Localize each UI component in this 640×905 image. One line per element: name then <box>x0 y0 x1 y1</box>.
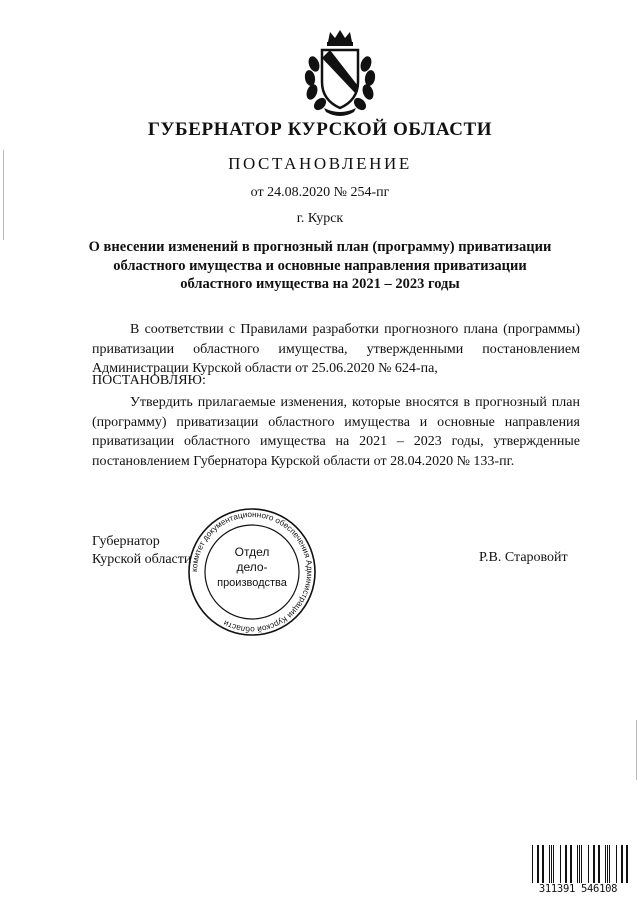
document-date-number: от 24.08.2020 № 254-пг <box>250 185 390 200</box>
barcode-bar <box>579 845 580 885</box>
barcode-bar <box>598 845 600 885</box>
barcode-bar <box>616 845 617 885</box>
barcode-bar <box>588 845 589 885</box>
subject-line: областного имущества на 2021 – 2023 годы <box>180 276 460 292</box>
stamp-center-line: производства <box>217 577 287 589</box>
barcode-bar <box>537 845 539 885</box>
office-stamp <box>186 506 318 638</box>
issuing-authority: ГУБЕРНАТОР КУРСКОЙ ОБЛАСТИ <box>147 119 493 140</box>
barcode-bar <box>542 845 544 885</box>
stamp-ring-text: комитет документационного обеспечения Администрации Курской области <box>189 509 315 635</box>
signatory-name: Р.В. Старовойт <box>479 550 568 565</box>
signatory-title: Губернатор <box>92 534 160 549</box>
scan-edge-mark <box>636 720 637 780</box>
barcode-bar <box>593 845 595 885</box>
barcode-bar <box>565 845 567 885</box>
document-subject <box>0 238 640 294</box>
subject-line: областного имущества и основные направления приватизации <box>113 257 527 274</box>
resolution-paragraph: Утвердить прилагаемые изменения, которые вносятся в прогнозный план (программу) приватизации областного имущества и основные направления приватизации областного имущества на 2021 – 2023 годы, утвержденные постановлением Губернатора Курской области от 28.04.2020 № 133-пг. <box>92 395 580 469</box>
signatory-region: Курской области <box>92 552 192 567</box>
barcode-bar <box>532 845 533 885</box>
preamble-paragraph: В соответствии с Правилами разработки прогнозного плана (программы) приватизации областного имущества, утвержденными постановлением Администрации Курской области от 25.06.2020 № 624-па, <box>92 322 580 376</box>
barcode-bar <box>553 845 554 885</box>
barcode-bar <box>609 845 610 885</box>
barcode-number: 311391 546108 <box>528 883 628 895</box>
barcode-bar <box>581 845 582 885</box>
barcode-bar <box>577 845 578 885</box>
barcode-bar <box>570 845 572 885</box>
barcode-bar <box>605 845 606 885</box>
coat-of-arms-emblem <box>300 28 380 116</box>
order-word: ПОСТАНОВЛЯЮ: <box>92 373 206 388</box>
barcode <box>528 845 628 897</box>
barcode-bar <box>607 845 608 885</box>
barcode-bar <box>621 845 623 885</box>
document-type: ПОСТАНОВЛЕНИЕ <box>228 154 412 173</box>
barcode-bar <box>626 845 628 885</box>
stamp-center-line: дело- <box>236 560 268 574</box>
barcode-bar <box>551 845 552 885</box>
stamp-center-line: Отдел <box>234 545 270 559</box>
barcode-bars <box>528 845 628 885</box>
barcode-bar <box>549 845 550 885</box>
document-city: г. Курск <box>296 211 344 226</box>
barcode-bar <box>560 845 561 885</box>
scan-edge-mark <box>3 150 4 240</box>
subject-line: О внесении изменений в прогнозный план (программу) приватизации <box>88 239 552 255</box>
